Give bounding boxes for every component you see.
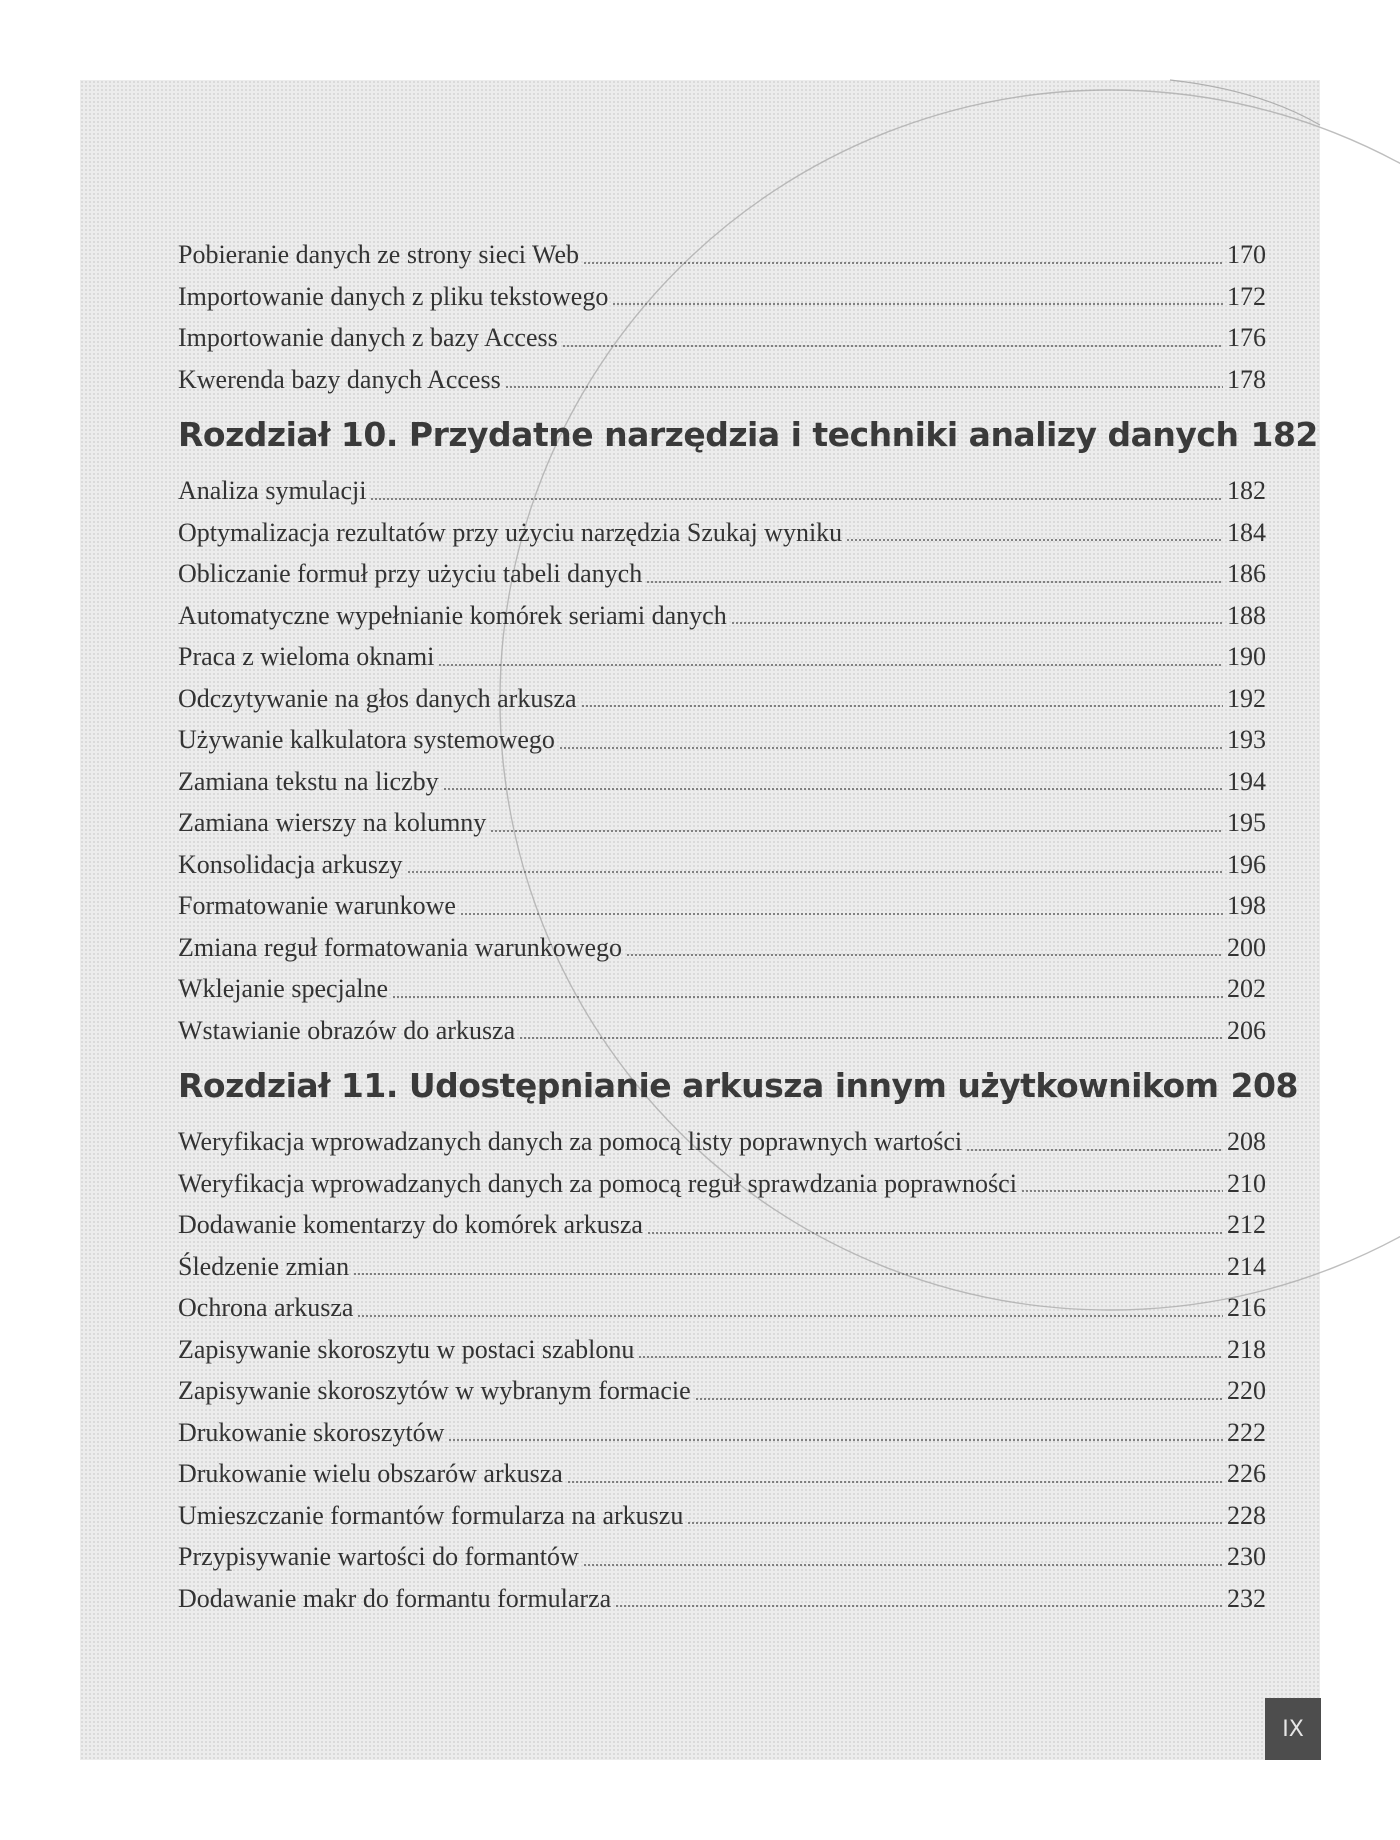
toc-entry-page-number: 226 (1227, 1459, 1266, 1488)
toc-entry-title: Pobieranie danych ze strony sieci Web (178, 240, 580, 269)
toc-entry-title: Importowanie danych z pliku tekstowego (178, 281, 609, 311)
toc-section-top (178, 234, 1266, 400)
toc-entry[interactable] (178, 1412, 1266, 1454)
dot-leader (448, 1438, 1223, 1442)
toc-entry-page-number: 190 (1227, 642, 1266, 671)
toc-entry-title: Weryfikacja wprowadzanych danych za pomocą listy poprawnych wartości (178, 1127, 963, 1156)
page-number-badge (1265, 1698, 1321, 1760)
toc-entry-title: Odczytywanie na głos danych arkusza (178, 683, 577, 713)
toc-entry[interactable] (178, 885, 1266, 927)
page-number-label: IX (1282, 1716, 1304, 1742)
toc-entry[interactable] (178, 512, 1266, 554)
toc-entry[interactable] (178, 470, 1266, 512)
toc-entry[interactable] (178, 636, 1266, 678)
chapter-title: Rozdział 10. Przydatne narzędzia i techniki analizy danych (178, 415, 1239, 454)
dot-leader (581, 704, 1223, 708)
toc-entry-page-number: 178 (1227, 364, 1266, 394)
toc-entry-page-number: 220 (1227, 1376, 1266, 1405)
toc-entry-page-number: 200 (1227, 932, 1266, 962)
toc-entry-title: Praca z wieloma oknami (178, 642, 435, 671)
dot-leader (695, 1397, 1223, 1401)
toc-entry-page-number: 194 (1227, 766, 1266, 796)
toc-entry[interactable] (178, 1204, 1266, 1246)
toc-entry-page-number: 208 (1227, 1127, 1266, 1156)
toc-section-chapter-10 (178, 470, 1266, 1051)
toc-entry-title: Przypisywanie wartości do formantów (178, 1542, 579, 1571)
toc-entry-page-number: 202 (1227, 974, 1266, 1003)
toc-entry-page-number: 228 (1227, 1500, 1266, 1530)
toc-entry-page-number: 198 (1227, 891, 1266, 920)
toc-entry[interactable] (178, 719, 1266, 761)
toc-entry[interactable] (178, 359, 1266, 401)
dot-leader (407, 870, 1223, 874)
toc-entry[interactable] (178, 1536, 1266, 1578)
toc-entry-title: Analiza symulacji (178, 476, 367, 505)
toc-entry-title: Automatyczne wypełnianie komórek seriami danych (178, 600, 727, 630)
toc-entry-title: Zamiana tekstu na liczby (178, 766, 439, 796)
dot-leader (1021, 1189, 1223, 1193)
toc-entry[interactable] (178, 1578, 1266, 1620)
toc-entry[interactable] (178, 1453, 1266, 1495)
toc-entry-page-number: 206 (1227, 1015, 1266, 1045)
toc-entry[interactable] (178, 317, 1266, 359)
toc-entry-page-number: 184 (1227, 517, 1266, 547)
dot-leader (357, 1314, 1223, 1318)
toc-entry[interactable] (178, 595, 1266, 637)
dot-leader (687, 1521, 1223, 1525)
chapter-11-heading[interactable] (178, 1053, 1298, 1119)
dot-leader (490, 829, 1223, 833)
dot-leader (626, 953, 1223, 957)
toc-entry-title: Importowanie danych z bazy Access (178, 323, 558, 352)
toc-entry-title: Wstawianie obrazów do arkusza (178, 1015, 516, 1045)
dot-leader (370, 497, 1223, 501)
dot-leader (966, 1148, 1223, 1152)
dot-leader (505, 385, 1223, 389)
dot-leader (519, 1036, 1223, 1040)
dot-leader (392, 995, 1223, 999)
toc-entry-title: Zamiana wierszy na kolumny (178, 808, 487, 837)
toc-entry-title: Dodawanie makr do formantu formularza (178, 1583, 612, 1613)
toc-entry-page-number: 195 (1227, 808, 1266, 837)
toc-entry[interactable] (178, 1163, 1266, 1205)
toc-entry-title: Umieszczanie formantów formularza na arkuszu (178, 1500, 684, 1530)
toc-entry-title: Zapisywanie skoroszytu w postaci szablonu (178, 1334, 635, 1364)
toc-entry-title: Kwerenda bazy danych Access (178, 364, 501, 394)
toc-entry[interactable] (178, 1495, 1266, 1537)
toc-entry-title: Ochrona arkusza (178, 1293, 354, 1322)
toc-entry[interactable] (178, 802, 1266, 844)
dot-leader (638, 1355, 1223, 1359)
dot-leader (567, 1480, 1223, 1484)
toc-entry-page-number: 182 (1227, 476, 1266, 505)
dot-leader (583, 1563, 1223, 1567)
toc-entry[interactable] (178, 968, 1266, 1010)
dot-leader (562, 344, 1223, 348)
toc-entry-page-number: 176 (1227, 323, 1266, 352)
toc-entry-page-number: 193 (1227, 725, 1266, 754)
toc-entry-title: Dodawanie komentarzy do komórek arkusza (178, 1210, 643, 1239)
toc-entry[interactable] (178, 1370, 1266, 1412)
toc-entry-title: Optymalizacja rezultatów przy użyciu narzędzia Szukaj wyniku (178, 517, 843, 547)
toc-entry-title: Konsolidacja arkuszy (178, 849, 403, 879)
toc-entry-page-number: 196 (1227, 849, 1266, 879)
chapter-title: Rozdział 11. Udostępnianie arkusza innym użytkownikom (178, 1066, 1219, 1105)
toc-entry[interactable] (178, 234, 1266, 276)
toc-entry-title: Zapisywanie skoroszytów w wybranym formacie (178, 1376, 691, 1405)
toc-entry-page-number: 210 (1227, 1168, 1266, 1198)
dot-leader (615, 1604, 1223, 1608)
table-of-contents (178, 234, 1318, 1619)
toc-entry[interactable] (178, 927, 1266, 969)
chapter-10-heading[interactable] (178, 402, 1318, 468)
toc-entry-page-number: 170 (1227, 240, 1266, 269)
dot-leader (612, 302, 1223, 306)
toc-entry-page-number: 218 (1227, 1334, 1266, 1364)
toc-entry[interactable] (178, 678, 1266, 720)
toc-entry-page-number: 222 (1227, 1417, 1266, 1447)
toc-entry-title: Obliczanie formuł przy użyciu tabeli danych (178, 559, 643, 588)
toc-section-chapter-11 (178, 1121, 1266, 1619)
toc-entry[interactable] (178, 1287, 1266, 1329)
dot-leader (846, 538, 1223, 542)
dot-leader (559, 746, 1223, 750)
toc-entry-title: Drukowanie wielu obszarów arkusza (178, 1459, 563, 1488)
toc-entry[interactable] (178, 1329, 1266, 1371)
toc-entry-title: Używanie kalkulatora systemowego (178, 725, 555, 754)
toc-entry-page-number: 230 (1227, 1542, 1266, 1571)
toc-entry-page-number: 212 (1227, 1210, 1266, 1239)
toc-entry-title: Śledzenie zmian (178, 1251, 350, 1281)
dot-leader (647, 1231, 1223, 1235)
toc-entry-title: Zmiana reguł formatowania warunkowego (178, 932, 623, 962)
toc-entry-title: Formatowanie warunkowe (178, 891, 456, 920)
toc-entry[interactable] (178, 553, 1266, 595)
toc-entry[interactable] (178, 1246, 1266, 1288)
chapter-page-number: 182 (1250, 415, 1318, 454)
dot-leader (731, 621, 1223, 625)
toc-entry-page-number: 214 (1227, 1251, 1266, 1281)
dot-leader (460, 912, 1223, 916)
toc-entry[interactable] (178, 844, 1266, 886)
toc-entry-page-number: 232 (1227, 1583, 1266, 1613)
toc-entry-title: Drukowanie skoroszytów (178, 1417, 445, 1447)
chapter-page-number: 208 (1230, 1066, 1298, 1105)
toc-entry[interactable] (178, 761, 1266, 803)
toc-entry[interactable] (178, 276, 1266, 318)
dot-leader (353, 1272, 1223, 1276)
dot-leader (443, 787, 1223, 791)
toc-entry-page-number: 216 (1227, 1293, 1266, 1322)
toc-entry-page-number: 188 (1227, 600, 1266, 630)
dot-leader (646, 580, 1223, 584)
toc-entry-page-number: 192 (1227, 683, 1266, 713)
toc-entry-title: Wklejanie specjalne (178, 974, 389, 1003)
toc-entry[interactable] (178, 1121, 1266, 1163)
toc-entry[interactable] (178, 1010, 1266, 1052)
dot-leader (438, 663, 1223, 667)
toc-entry-page-number: 172 (1227, 281, 1266, 311)
dot-leader (583, 261, 1223, 265)
toc-entry-title: Weryfikacja wprowadzanych danych za pomocą reguł sprawdzania poprawności (178, 1168, 1017, 1198)
toc-entry-page-number: 186 (1227, 559, 1266, 588)
